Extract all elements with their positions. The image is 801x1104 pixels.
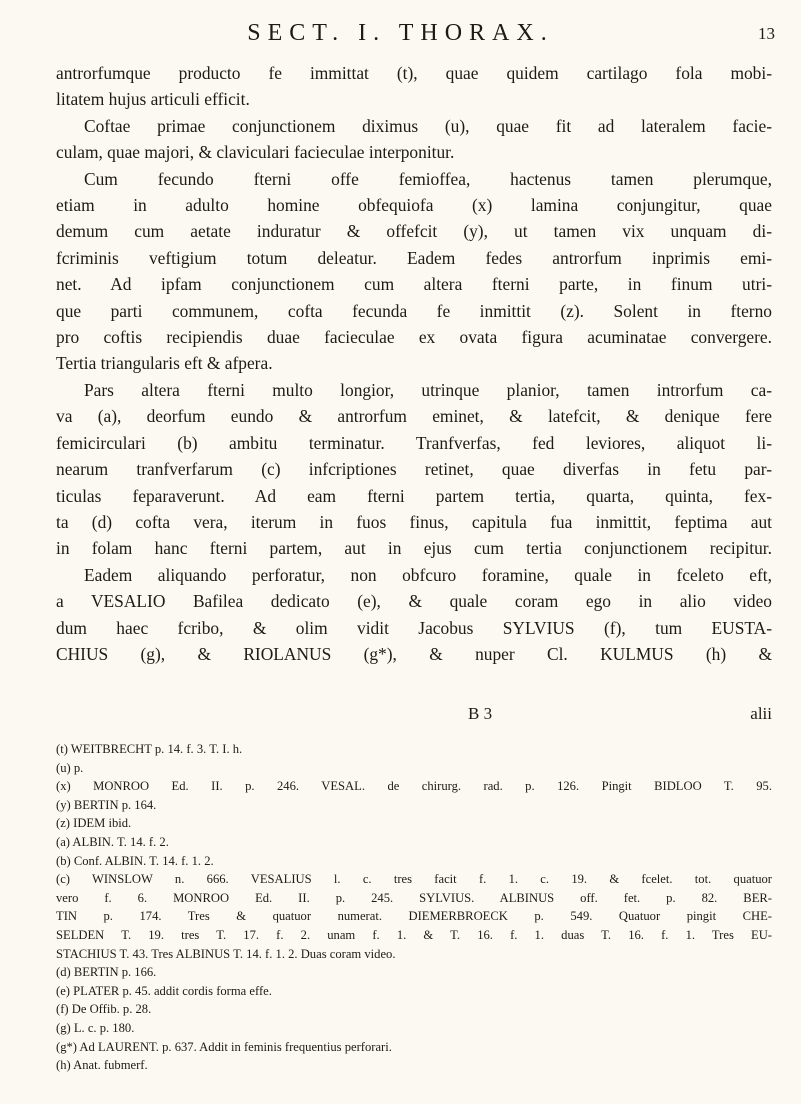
footnote: (t) WEITBRECHT p. 14. f. 3. T. I. h. xyxy=(56,742,243,756)
text-line: Coftae primae conjunctionem diximus (u), quae fit ad lateralem facie- xyxy=(84,115,772,136)
text-line: dum haec fcribo, & olim vidit Jacobus SYLVIUS (f), tum EUSTA- xyxy=(56,617,772,638)
text-line: in folam hanc fterni partem, aut in ejus cum tertia conjunctionem recipitur. xyxy=(56,538,772,559)
text-line: nearum tranfverfarum (c) infcriptiones retinet, quae diverfas in fetu par- xyxy=(56,459,772,480)
text-line: net. Ad ipfam conjunctionem cum altera fterni parte, in finum utri- xyxy=(56,274,772,295)
text-line: Cum fecundo fterni offe femioffea, hactenus tamen plerumque, xyxy=(84,168,772,189)
page-foot-marks xyxy=(56,704,772,730)
text-line: Pars altera fterni multo longior, utrinque planior, tamen introrfum ca- xyxy=(84,379,772,400)
footnote: (a) ALBIN. T. 14. f. 2. xyxy=(56,834,169,849)
text-line: etiam in adulto homine obfequiofa (x) lamina conjungitur, quae xyxy=(56,195,772,216)
text-line: demum cum aetate induratur & offefcit (y), ut tamen vix unquam di- xyxy=(56,221,772,242)
footnote: (h) Anat. fubmerf. xyxy=(56,1058,148,1073)
footnote: (f) De Offib. p. 28. xyxy=(56,1002,152,1017)
footnote: vero f. 6. MONROO Ed. II. p. 245. SYLVIUS. ALBINUS off. fet. p. 82. BER- xyxy=(56,890,772,905)
text-line: va (a), deorfum eundo & antrorfum eminet, & latefcit, & denique fere xyxy=(56,406,772,427)
page-header xyxy=(0,14,801,54)
page-number: 13 xyxy=(758,24,775,43)
text-line: CHIUS (g), & RIOLANUS (g*), & nuper Cl. KULMUS (h) & xyxy=(56,643,772,664)
main-text xyxy=(56,60,772,667)
text-line: femicirculari (b) ambitu terminatur. Tranfverfas, fed leviores, aliquot li- xyxy=(56,432,772,453)
footnote: TIN p. 174. Tres & quatuor numerat. DIEMERBROECK p. 549. Quatuor pingit CHE- xyxy=(56,909,772,924)
footnote: SELDEN T. 19. tres T. 17. f. 2. unam f. 1. & T. 16. f. 1. duas T. 16. f. 1. Tres EU- xyxy=(56,927,772,942)
footnote: (d) BERTIN p. 166. xyxy=(56,965,157,980)
catchword: alii xyxy=(750,704,772,723)
text-line: fcriminis veftigium totum deleatur. Eadem fedes antrorfum inprimis emi- xyxy=(56,247,772,268)
text-line: Eadem aliquando perforatur, non obfcuro foramine, quale in fceleto eft, xyxy=(84,564,772,585)
text-line: litatem hujus articuli efficit. xyxy=(56,89,250,110)
text-line: que parti communem, cofta fecunda fe inmittit (z). Solent in fterno xyxy=(56,300,772,321)
footnote: (g*) Ad LAURENT. p. 637. Addit in feminis frequentius perforari. xyxy=(56,1039,392,1054)
footnote: STACHIUS T. 43. Tres ALBINUS T. 14. f. 1. 2. Duas coram video. xyxy=(56,946,396,961)
text-line: a VESALIO Bafilea dedicato (e), & quale coram ego in alio video xyxy=(56,591,772,612)
text-line: Tertia triangularis eft & afpera. xyxy=(56,353,273,374)
footnotes xyxy=(56,740,772,1075)
text-line: pro coftis recipiendis duae facieculae ex ovata figura acuminatae convergere. xyxy=(56,327,772,348)
text-line: antrorfumque producto fe immittat (t), quae quidem cartilago fola mobi- xyxy=(56,63,772,83)
footnote: (c) WINSLOW n. 666. VESALIUS l. c. tres facit f. 1. c. 19. & fcelet. tot. quatuor xyxy=(56,872,772,887)
text-line: culam, quae majori, & claviculari facieculae interponitur. xyxy=(56,142,455,163)
footnote: (e) PLATER p. 45. addit cordis forma effe. xyxy=(56,983,272,998)
running-head: SECT. I. THORAX. xyxy=(247,20,554,46)
footnote: (b) Conf. ALBIN. T. 14. f. 1. 2. xyxy=(56,853,214,868)
footnote: (y) BERTIN p. 164. xyxy=(56,797,157,812)
footnote: (x) MONROO Ed. II. p. 246. VESAL. de chirurg. rad. p. 126. Pingit BIDLOO T. 95. xyxy=(56,779,772,794)
text-line: ta (d) cofta vera, iterum in fuos finus, capitula fua inmittit, feptima aut xyxy=(56,511,772,532)
text-line: ticulas feparaverunt. Ad eam fterni partem tertia, quarta, quinta, fex- xyxy=(56,485,772,506)
footnote: (g) L. c. p. 180. xyxy=(56,1020,135,1035)
footnote: (z) IDEM ibid. xyxy=(56,816,132,831)
signature-mark: B 3 xyxy=(468,704,493,723)
footnote: (u) p. xyxy=(56,760,84,775)
